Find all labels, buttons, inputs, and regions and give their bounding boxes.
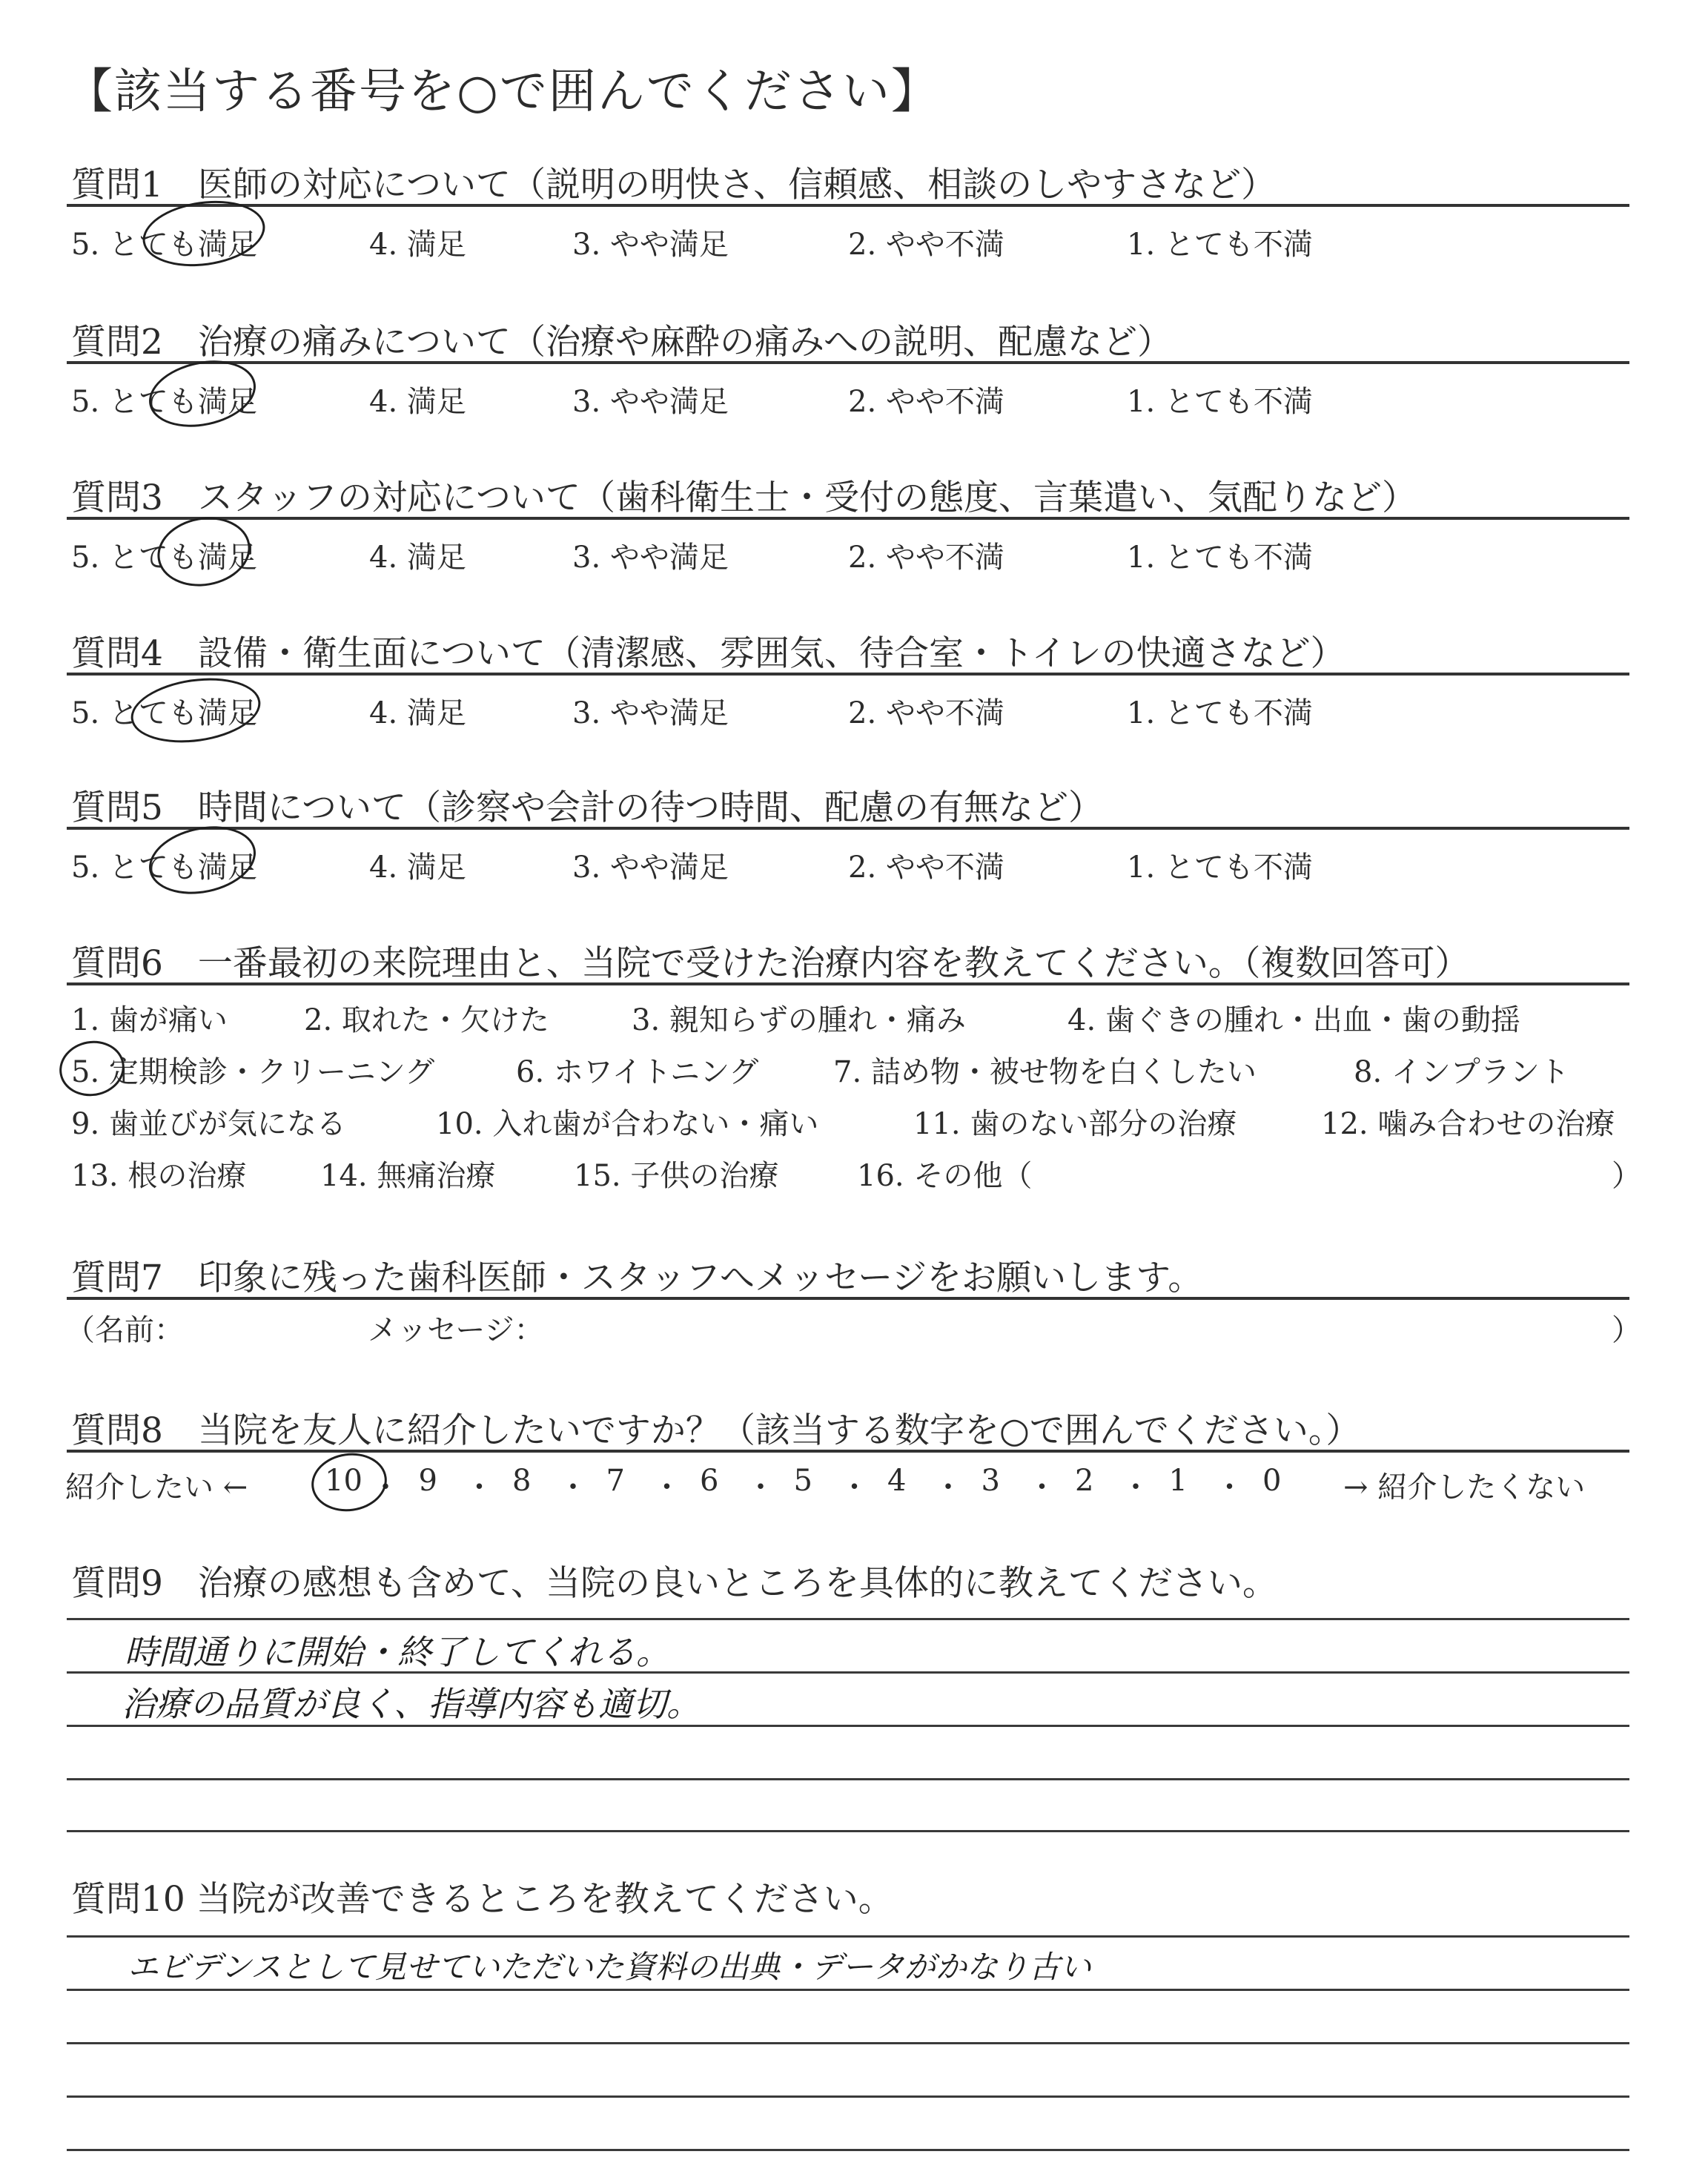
q8-scale-1[interactable]: 1 <box>1168 1464 1188 1498</box>
q8-scale-6[interactable]: 6 <box>700 1464 719 1498</box>
q8-scale-9[interactable]: 9 <box>418 1464 437 1498</box>
q8-left-label: 紹介したい ← <box>65 1470 248 1505</box>
q4-option-5[interactable]: 5. とても満足 <box>71 696 257 730</box>
q6-option-9[interactable]: 9. 歯並びが気になる <box>71 1107 346 1141</box>
q5-selection-circle <box>142 817 262 903</box>
q1-option-4[interactable]: 4. 満足 <box>369 228 466 262</box>
q8-scale-0[interactable]: 0 <box>1262 1464 1282 1498</box>
q8-scale-4[interactable]: 4 <box>887 1464 907 1498</box>
q8-scale-separator: ・ <box>652 1470 682 1505</box>
q8-scale-separator: ・ <box>1121 1470 1151 1505</box>
q2-option-4[interactable]: 4. 満足 <box>369 385 466 419</box>
question-8-title: 質問8 当院を友人に紹介したいですか？（該当する数字を○で囲んでください。） <box>71 1410 1361 1451</box>
question-2-rule <box>67 361 1629 364</box>
q10-answer-line-1[interactable]: エビデンスとして見せていただいた資料の出典・データがかなり古い <box>128 1949 1091 1985</box>
question-1-title: 質問1 医師の対応について（説明の明快さ、信頼感、相談のしやすさなど） <box>71 165 1277 205</box>
form-header: 【該当する番号を○で囲んでください】 <box>65 65 940 119</box>
question-9-title: 質問9 治療の感想も含めて、当院の良いところを具体的に教えてください。 <box>71 1563 1277 1604</box>
q6-other-close-paren: ） <box>1612 1159 1641 1193</box>
q8-scale-separator: ・ <box>933 1470 963 1505</box>
q10-line-5 <box>67 2149 1629 2151</box>
q6-option-5[interactable]: 5. 定期検診・クリーニング <box>71 1055 435 1089</box>
question-1-rule <box>67 204 1629 207</box>
q2-option-1[interactable]: 1. とても不満 <box>1127 385 1313 419</box>
q8-scale-8[interactable]: 8 <box>512 1464 532 1498</box>
q8-scale-separator: ・ <box>464 1470 494 1505</box>
q8-scale-3[interactable]: 3 <box>981 1464 1000 1498</box>
q3-option-1[interactable]: 1. とても不満 <box>1127 541 1313 575</box>
q7-name-label: （名前： <box>65 1313 184 1347</box>
q8-scale-separator: ・ <box>558 1470 588 1505</box>
q8-right-label: → 紹介したくない <box>1343 1470 1586 1505</box>
q3-option-4[interactable]: 4. 満足 <box>369 541 466 575</box>
q8-scale-2[interactable]: 2 <box>1075 1464 1094 1498</box>
q6-option-8[interactable]: 8. インプラント <box>1354 1055 1569 1089</box>
q3-option-2[interactable]: 2. やや不満 <box>848 541 1004 575</box>
q6-option-14[interactable]: 14. 無痛治療 <box>320 1159 496 1193</box>
q5-option-2[interactable]: 2. やや不満 <box>848 851 1004 885</box>
q9-line-4 <box>67 1778 1629 1780</box>
q2-option-2[interactable]: 2. やや不満 <box>848 385 1004 419</box>
q6-option-6[interactable]: 6. ホワイトニング <box>516 1055 759 1089</box>
q6-option-12[interactable]: 12. 噛み合わせの治療 <box>1321 1107 1615 1141</box>
question-4-title: 質問4 設備・衛生面について（清潔感、雰囲気、待合室・トイレの快適さなど） <box>71 633 1345 674</box>
q8-scale-10[interactable]: 10 <box>325 1464 363 1498</box>
q4-selection-circle <box>127 670 265 750</box>
question-4-rule <box>67 673 1629 676</box>
question-10-title: 質問10 当院が改善できるところを教えてください。 <box>71 1879 893 1920</box>
q9-line-5 <box>67 1830 1629 1832</box>
question-5-title: 質問5 時間について（診察や会計の待つ時間、配慮の有無など） <box>71 787 1103 828</box>
question-6-title: 質問6 一番最初の来院理由と、当院で受けた治療内容を教えてください。（複数回答可） <box>71 943 1470 984</box>
question-2-title: 質問2 治療の痛みについて（治療や麻酔の痛みへの説明、配慮など） <box>71 322 1173 363</box>
q8-scale-separator: ・ <box>746 1470 775 1505</box>
q3-selection-circle <box>152 510 256 593</box>
q6-option-3[interactable]: 3. 親知らずの腫れ・痛み <box>632 1003 966 1037</box>
q8-selection-circle <box>308 1448 391 1516</box>
q6-option-10[interactable]: 10. 入れ歯が合わない・痛い <box>436 1107 819 1141</box>
q9-line-1 <box>67 1618 1629 1620</box>
q10-line-4 <box>67 2095 1629 2098</box>
q3-option-3[interactable]: 3. やや満足 <box>572 541 729 575</box>
q1-option-3[interactable]: 3. やや満足 <box>572 228 729 262</box>
q9-answer-line-1[interactable]: 時間通りに開始・終了してくれる。 <box>125 1632 670 1672</box>
q8-scale-separator: ・ <box>839 1470 870 1505</box>
q9-answer-line-2[interactable]: 治療の品質が良く、指導内容も適切。 <box>122 1684 701 1724</box>
q6-option-11[interactable]: 11. 歯のない部分の治療 <box>913 1107 1237 1141</box>
q6-option-1[interactable]: 1. 歯が痛い <box>71 1003 228 1037</box>
question-3-title: 質問3 スタッフの対応について（歯科衛生士・受付の態度、言葉遣い、気配りなど） <box>71 478 1417 518</box>
q4-option-4[interactable]: 4. 満足 <box>369 696 466 730</box>
q8-scale-7[interactable]: 7 <box>606 1464 625 1498</box>
q6-option-16[interactable]: 16. その他（ <box>857 1159 1033 1193</box>
q7-message-label: メッセージ： <box>368 1313 544 1347</box>
q6-option-4[interactable]: 4. 歯ぐきの腫れ・出血・歯の動揺 <box>1068 1003 1520 1037</box>
q8-scale-separator: ・ <box>1027 1470 1057 1505</box>
q1-option-1[interactable]: 1. とても不満 <box>1127 228 1313 262</box>
q10-line-2 <box>67 1989 1629 1991</box>
q6-option-15[interactable]: 15. 子供の治療 <box>574 1159 779 1193</box>
q5-option-5[interactable]: 5. とても満足 <box>71 851 257 885</box>
q6-option-7[interactable]: 7. 詰め物・被せ物を白くしたい <box>833 1055 1257 1089</box>
question-3-rule <box>67 517 1629 520</box>
q10-line-1 <box>67 1935 1629 1938</box>
q6-option-2[interactable]: 2. 取れた・欠けた <box>304 1003 549 1037</box>
q4-option-1[interactable]: 1. とても不満 <box>1127 696 1313 730</box>
q5-option-3[interactable]: 3. やや満足 <box>572 851 729 885</box>
q2-option-5[interactable]: 5. とても満足 <box>71 385 257 419</box>
q4-option-3[interactable]: 3. やや満足 <box>572 696 729 730</box>
q8-scale-separator: ・ <box>371 1470 400 1505</box>
q7-close-paren: ） <box>1612 1313 1641 1347</box>
q8-scale-separator: ・ <box>1214 1470 1245 1505</box>
question-5-rule <box>67 827 1629 830</box>
q5-option-4[interactable]: 4. 満足 <box>369 851 466 885</box>
question-7-rule <box>67 1297 1629 1300</box>
q8-scale-5[interactable]: 5 <box>793 1464 812 1498</box>
q4-option-2[interactable]: 2. やや不満 <box>848 696 1004 730</box>
q1-option-5[interactable]: 5. とても満足 <box>71 228 257 262</box>
q6-selection-circle <box>55 1036 129 1101</box>
q1-option-2[interactable]: 2. やや不満 <box>848 228 1004 262</box>
q5-option-1[interactable]: 1. とても不満 <box>1127 851 1313 885</box>
q2-option-3[interactable]: 3. やや満足 <box>572 385 729 419</box>
q3-option-5[interactable]: 5. とても満足 <box>71 541 257 575</box>
q6-option-13[interactable]: 13. 根の治療 <box>71 1159 247 1193</box>
q10-line-3 <box>67 2042 1629 2044</box>
question-6-rule <box>67 982 1629 985</box>
question-7-title: 質問7 印象に残った歯科医師・スタッフへメッセージをお願いします。 <box>71 1258 1203 1298</box>
question-8-rule <box>67 1450 1629 1453</box>
